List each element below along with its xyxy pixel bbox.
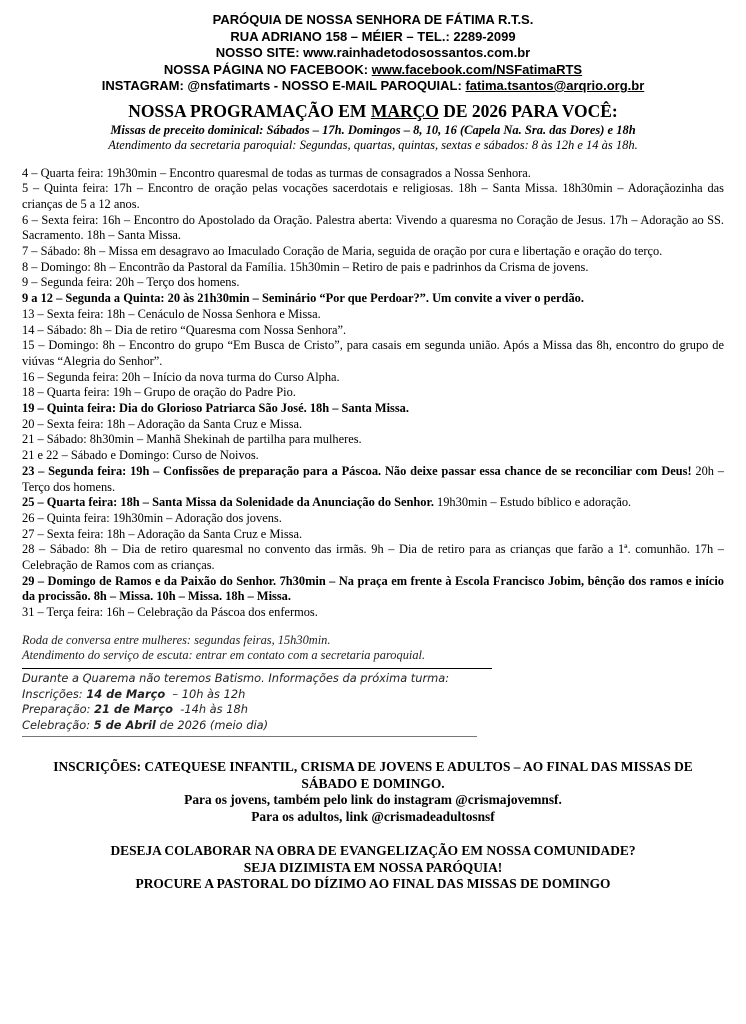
facebook-link[interactable]: www.facebook.com/NSFatimaRTS	[371, 61, 583, 77]
instagram-email-line	[0, 78, 746, 95]
tithe-line1: DESEJA COLABORAR NA OBRA DE EVANGELIZAÇÃO EM NOSSA COMUNIDADE?	[110, 843, 636, 859]
schedule-item: 27 – Sexta feira: 18h – Adoração da Santa Cruz e Missa.	[22, 526, 303, 541]
schedule-item: 4 – Quarta feira: 19h30min – Encontro quaresmal de todas as turmas de consagrados a Nossa Senhora.	[22, 165, 531, 180]
divider	[22, 668, 492, 669]
schedule-item: 31 – Terça feira: 16h – Celebração da Páscoa dos enfermos.	[22, 605, 318, 620]
celebracao-label: Celebração:	[22, 718, 94, 733]
site-label: NOSSO SITE:	[215, 45, 304, 60]
site-line	[0, 45, 746, 62]
registration-youth: Para os jovens, também pelo link do instagram @crismajovemnsf.	[184, 792, 562, 808]
celebracao-time: de 2026 (meio dia)	[155, 718, 269, 733]
schedule-item: 20 – Sexta feira: 18h – Adoração da Santa Cruz e Missa.	[22, 416, 303, 431]
schedule-item: 16 – Segunda feira: 20h – Início da nova turma do Curso Alpha.	[22, 369, 340, 384]
registration-adults: Para os adultos, link @crismadeadultosnsf	[251, 808, 495, 824]
preparacao-date: 21 de Março	[94, 702, 173, 717]
divider	[22, 736, 477, 737]
schedule-item: 5 – Quinta feira: 17h – Encontro de oração pelas vocações sacerdotais e religiosas. 18h – Santa Missa. 18h30min – Adoraçãozinha das crianças de 5 a 12 anos.	[22, 181, 724, 211]
schedule-item: 13 – Sexta feira: 18h – Cenáculo de Nossa Senhora e Missa.	[22, 306, 321, 321]
schedule-item: 15 – Domingo: 8h – Encontro do grupo “Em Busca de Cristo”, para casais em segunda união. Após a Missa das 8h, encontro do grupo de viúvas “Alegria do Senhor”.	[22, 338, 724, 368]
mass-times: Missas de preceito dominical: Sábados – 17h. Domingos – 8, 10, 16 (Capela Na. Sra. das Dores) e 18h	[110, 122, 636, 137]
inscricoes-date: 14 de Março	[86, 686, 166, 701]
office-hours: Atendimento da secretaria paroquial: Segundas, quartas, quintas, sextas e sábados: 8 às 12h e 14 às 18h.	[108, 137, 638, 152]
inscricoes-time: – 10h às 12h	[165, 686, 246, 701]
schedule-item: 8 – Domingo: 8h – Encontrão da Pastoral da Família. 15h30min – Retiro de pais e padrinhos da Crisma de jovens.	[22, 259, 589, 274]
extra-notes	[22, 633, 724, 664]
schedule-item: 28 – Sábado: 8h – Dia de retiro quaresmal no convento das irmãs. 9h – Dia de retiro para as crianças que farão a 1ª. comunhão. 17h – Celebração de Ramos com as crianças.	[22, 542, 724, 573]
tithe-line3: PROCURE A PASTORAL DO DÍZIMO AO FINAL DAS MISSAS DE DOMINGO	[135, 876, 611, 892]
schedule-item: 14 – Sábado: 8h – Dia de retiro “Quaresma com Nossa Senhora”.	[22, 322, 347, 337]
instagram-label: INSTAGRAM: @nsfatimarts - NOSSO E-MAIL PAROQUIAL:	[101, 78, 466, 93]
schedule-item-mixed	[22, 495, 724, 511]
schedule-list	[22, 166, 724, 621]
schedule-item-highlight: 19 – Quinta feira: Dia do Glorioso Patriarca São José. 18h – Santa Missa.	[22, 401, 409, 416]
baptism-inscricoes	[22, 687, 724, 703]
title-part1: NOSSA PROGRAMAÇÃO EM	[128, 100, 371, 121]
title-month: MARÇO	[370, 100, 439, 121]
email-link[interactable]: fatima.tsantos@arqrio.org.br	[465, 78, 645, 93]
schedule-item: 9 – Segunda feira: 20h – Terço dos homens.	[22, 275, 240, 290]
site-link[interactable]: www.rainhadetodosossantos.com.br	[303, 45, 531, 60]
registration-block	[0, 759, 746, 825]
schedule-item-rest: 20h – Terço dos homens.	[22, 463, 724, 494]
schedule-item-mixed	[22, 464, 724, 495]
schedule-item: 18 – Quarta feira: 19h – Grupo de oração do Padre Pio.	[22, 385, 296, 400]
preparacao-label: Preparação:	[22, 702, 95, 717]
schedule-item-bold: 25 – Quarta feira: 18h – Santa Missa da Solenidade da Anunciação do Senhor.	[22, 495, 434, 510]
schedule-item: 26 – Quinta feira: 19h30min – Adoração dos jovens.	[22, 510, 282, 525]
parish-header	[0, 12, 746, 95]
tithe-line2: SEJA DIZIMISTA EM NOSSA PARÓQUIA!	[243, 859, 503, 875]
schedule-item: 6 – Sexta feira: 16h – Encontro do Apostolado da Oração. Palestra aberta: Vivendo a quaresma no Coração de Jesus. 17h – Adoração ao SS. Sacramento. 18h – Santa Missa.	[22, 212, 724, 243]
celebracao-date: 5 de Abril	[93, 718, 156, 733]
title-part2: DE 2026 PARA VOCÊ:	[438, 100, 618, 121]
baptism-intro: Durante a Quarema não teremos Batismo. Informações da próxima turma:	[22, 670, 450, 685]
note-women-circle: Roda de conversa entre mulheres: segundas feiras, 15h30min.	[22, 632, 331, 647]
parish-address: RUA ADRIANO 158 – MÉIER – TEL.: 2289-2099	[230, 28, 516, 44]
registration-heading: INSCRIÇÕES: CATEQUESE INFANTIL, CRISMA DE JOVENS E ADULTOS – AO FINAL DAS MISSAS DE SÁBADO E DOMINGO.	[53, 759, 693, 791]
schedule-item-rest: 19h30min – Estudo bíblico e adoração.	[433, 495, 632, 510]
note-listening-service: Atendimento do serviço de escuta: entrar em contato com a secretaria paroquial.	[22, 648, 426, 663]
schedule-item-highlight: 29 – Domingo de Ramos e da Paixão do Senhor. 7h30min – Na praça em frente à Escola Francisco Jobim, bênção dos ramos e início da procissão. 8h – Missa. 10h – Missa. 18h – Missa.	[22, 573, 724, 604]
baptism-preparacao	[22, 702, 724, 718]
baptism-info	[22, 671, 724, 734]
schedule-item: 21 – Sábado: 8h30min – Manhã Shekinah de partilha para mulheres.	[22, 432, 362, 447]
schedule-item-bold: 23 – Segunda feira: 19h – Confissões de preparação para a Páscoa. Não deixe passar essa chance de se reconciliar com Deus!	[22, 463, 692, 478]
schedule-item: 21 e 22 – Sábado e Domingo: Curso de Noivos.	[22, 448, 259, 463]
schedule-item: 7 – Sábado: 8h – Missa em desagravo ao Imaculado Coração de Maria, seguida de oração por cura e libertação e oração do terço.	[22, 244, 663, 259]
facebook-line	[0, 62, 746, 79]
facebook-label: NOSSA PÁGINA NO FACEBOOK:	[163, 61, 372, 77]
tithe-block	[0, 843, 746, 893]
preparacao-time: -14h às 18h	[173, 702, 248, 717]
inscricoes-label: Inscrições:	[22, 686, 87, 701]
parish-name: PARÓQUIA DE NOSSA SENHORA DE FÁTIMA R.T.S.	[212, 12, 534, 27]
schedule-item-highlight: 9 a 12 – Segunda a Quinta: 20 às 21h30min – Seminário “Por que Perdoar?”. Um convite a viver o perdão.	[22, 291, 584, 306]
baptism-celebracao	[22, 718, 724, 734]
page-title	[0, 101, 746, 121]
